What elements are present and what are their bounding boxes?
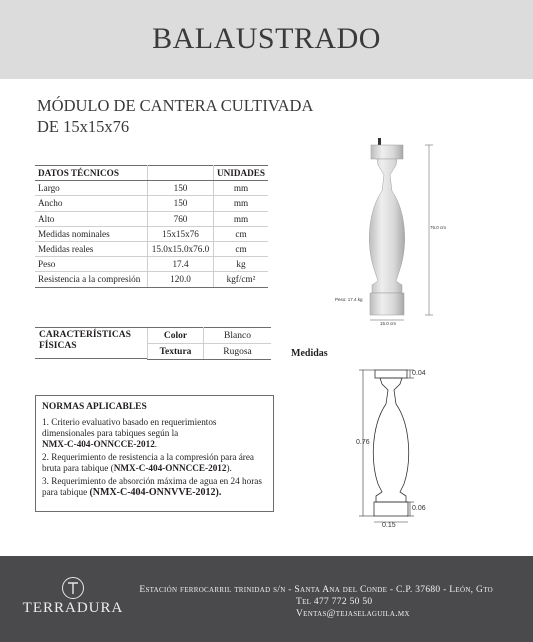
- table-cell: kg: [214, 257, 269, 272]
- technical-data-table: [35, 165, 268, 288]
- table-cell: Ancho: [35, 196, 148, 211]
- feature-key: Color: [148, 328, 204, 344]
- diagram-top-label: 0.04: [412, 370, 426, 377]
- table-cell: Largo: [35, 181, 148, 196]
- footer-band: [0, 556, 533, 642]
- normas-text: 1. Criterio evaluativo basado en requerimientos dimensionales para tabiques según la: [42, 417, 217, 438]
- table-cell: 760: [148, 211, 214, 226]
- normas-text: 3. Requerimiento de absorción máxima de agua en 24 horas para tabique: [42, 476, 262, 497]
- normas-box: [35, 395, 274, 512]
- photo-weight-label: Peso: 17.4 kg: [335, 297, 363, 302]
- table-row: [35, 257, 268, 272]
- table-cell: cm: [214, 226, 269, 241]
- brand-name: TERRADURA: [22, 600, 124, 616]
- medidas-label: Medidas: [291, 348, 328, 359]
- table-cell: 120.0: [148, 272, 214, 287]
- table-row: [35, 211, 268, 226]
- footer-phone: Tel 477 772 50 50: [296, 597, 373, 607]
- table-header-cell: UNIDADES: [214, 166, 269, 181]
- features-table: [147, 327, 271, 360]
- table-row: [35, 241, 268, 256]
- logo-mark-icon: [62, 577, 84, 599]
- table-cell: cm: [214, 241, 269, 256]
- subtitle-line-2: DE 15x15x76: [37, 117, 130, 136]
- diagram-height-label: 0.76: [356, 439, 370, 446]
- subtitle-line-1: MÓDULO DE CANTERA CULTIVADA: [37, 96, 314, 115]
- table-cell: Medidas reales: [35, 241, 148, 256]
- table-header-cell: DATOS TÉCNICOS: [35, 166, 148, 181]
- product-subtitle: [37, 95, 313, 137]
- feature-value: Rugosa: [204, 344, 272, 360]
- footer-contact: [139, 584, 493, 596]
- normas-item: 2. Requerimiento de resistencia a la compresión para área bruta para tabique (NMX-C-404-ONNCCE-2012).: [42, 452, 254, 473]
- normas-text: 2. Requerimiento de resistencia a la compresión para área bruta para tabique (: [42, 452, 254, 473]
- table-cell: mm: [214, 181, 269, 196]
- normas-item: [42, 476, 267, 498]
- table-row: [35, 181, 268, 196]
- baluster-photo: [330, 135, 447, 335]
- footer-address: Estación ferrocarril trinidad s/n - Santa Ana del Conde - C.P. 37680 - León, Gto: [139, 585, 493, 595]
- feature-key: Textura: [148, 344, 204, 360]
- table-row: [35, 226, 268, 241]
- table-row: [148, 344, 272, 360]
- normas-item: 1. Criterio evaluativo basado en requerimientos dimensionales para tabiques según la NMX-C-404-ONNCCE-2012.: [42, 417, 217, 449]
- diagram-width-label: 0.15: [382, 522, 396, 529]
- photo-height-label: 76.0 cm: [430, 225, 447, 230]
- table-cell: mm: [214, 211, 269, 226]
- table-cell: Resistencia a la compresión: [35, 272, 148, 287]
- table-cell: 150: [148, 196, 214, 211]
- table-cell: 17.4: [148, 257, 214, 272]
- baluster-dimension-diagram: [350, 360, 440, 528]
- table-cell: Peso: [35, 257, 148, 272]
- table-row: [35, 196, 268, 211]
- table-row: [148, 328, 272, 344]
- normas-code: (NMX-C-404-ONNVVE-2012).: [89, 487, 222, 498]
- table-cell: 15.0x15.0x76.0: [148, 241, 214, 256]
- table-cell: Medidas nominales: [35, 226, 148, 241]
- feature-value: Blanco: [204, 328, 272, 344]
- table-header-cell: [148, 166, 214, 181]
- table-cell: 150: [148, 181, 214, 196]
- normas-title: NORMAS APLICABLES: [42, 402, 147, 412]
- table-cell: Alto: [35, 211, 148, 226]
- table-header-row: [35, 166, 268, 181]
- footer-email: Ventas@tejaselaguila.mx: [296, 609, 410, 619]
- table-cell: kgf/cm²: [214, 272, 269, 287]
- normas-code: NMX-C-404-ONNCCE-2012: [113, 463, 227, 473]
- normas-code: NMX-C-404-ONNCCE-2012: [42, 439, 155, 449]
- features-title: CARACTERÍSTICAS FÍSICAS: [35, 327, 147, 359]
- diagram-base-label: 0.06: [412, 505, 426, 512]
- page-title: BALAUSTRADO: [152, 22, 381, 55]
- photo-width-label: 15.0 cm: [380, 321, 397, 326]
- table-row: [35, 272, 268, 287]
- table-cell: 15x15x76: [148, 226, 214, 241]
- table-cell: mm: [214, 196, 269, 211]
